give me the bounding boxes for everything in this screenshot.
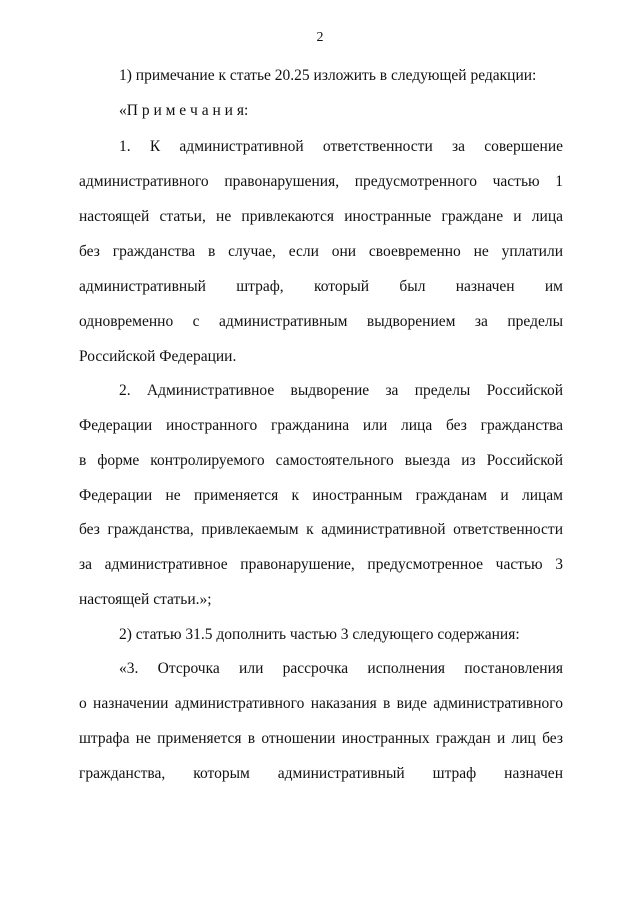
paragraph-line: одновременно с административным выдворением за пределы [79, 313, 563, 330]
paragraph-line: о назначении административного наказания в виде административного [79, 695, 563, 712]
paragraph-line: без гражданства в случае, если они своевременно не уплатили [79, 243, 563, 260]
paragraph-line: за административное правонарушение, предусмотренное частью 3 [79, 556, 563, 573]
paragraph-line: Федерации не применяется к иностранным гражданам и лицам [79, 487, 563, 504]
paragraph-line: административного правонарушения, предусмотренного частью 1 [79, 173, 563, 190]
paragraph-line: «3. Отсрочка или рассрочка исполнения постановления [119, 660, 563, 677]
paragraph-line: Федерации иностранного гражданина или лица без гражданства [79, 417, 563, 434]
paragraph-line: настоящей статьи.»; [79, 591, 212, 608]
paragraph-line: настоящей статьи, не привлекаются иностранные граждане и лица [79, 208, 563, 225]
amendment-item-1-line: 1) примечание к статье 20.25 изложить в следующей редакции: [119, 67, 537, 84]
page-number: 2 [316, 30, 324, 45]
amendment-item-2-line: 2) статью 31.5 дополнить частью 3 следующего содержания: [119, 626, 520, 643]
paragraph-line: Российской Федерации. [79, 348, 237, 365]
note-heading: «П р и м е ч а н и я: [119, 102, 249, 119]
paragraph-line: гражданства, которым административный штраф назначен [79, 765, 563, 782]
paragraph-line: 1. К административной ответственности за совершение [119, 138, 563, 155]
paragraph-line: административный штраф, который был назначен им [79, 278, 563, 295]
paragraph-line: 2. Административное выдворение за пределы Российской [119, 382, 563, 399]
paragraph-line: без гражданства, привлекаемым к административной ответственности [79, 521, 563, 538]
paragraph-line: штрафа не применяется в отношении иностранных граждан и лиц без [79, 730, 563, 747]
paragraph-line: в форме контролируемого самостоятельного выезда из Российской [79, 452, 563, 469]
